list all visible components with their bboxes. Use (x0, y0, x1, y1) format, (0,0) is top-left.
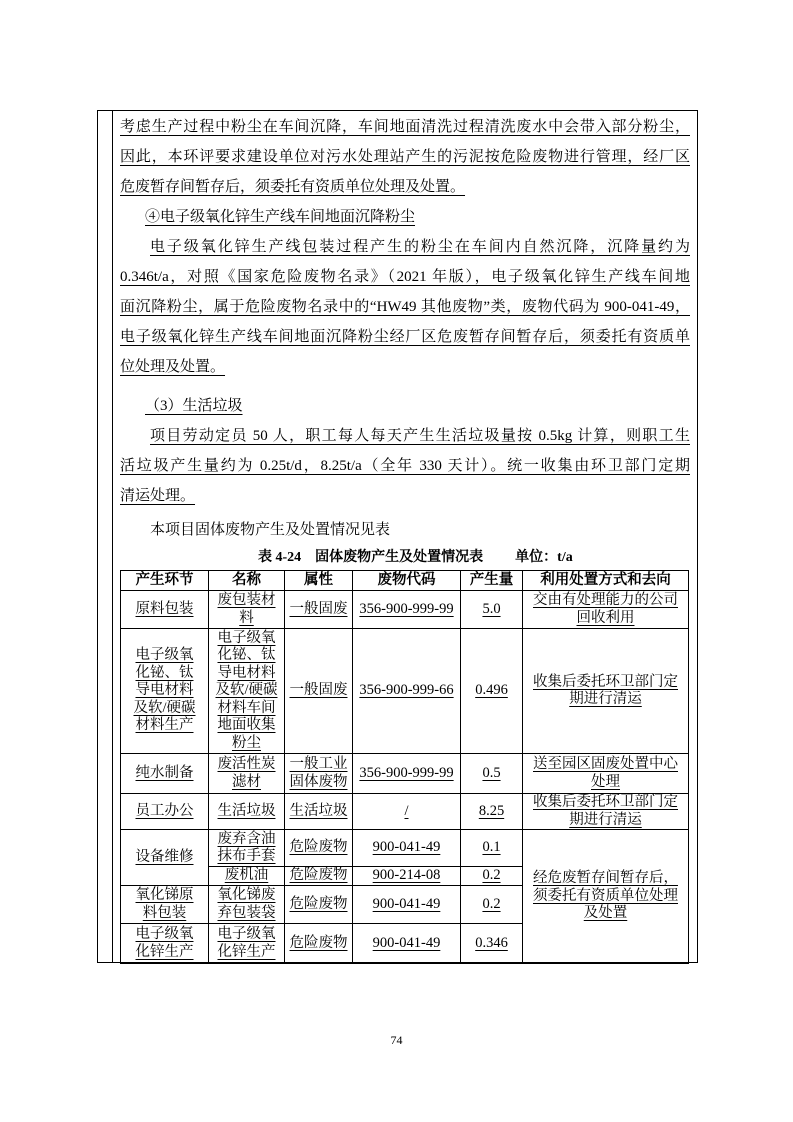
text-line: 0.346t/a，对照《国家危险废物名录》（2021 年版），电子级氧化锌生产线车间地 (120, 269, 690, 285)
cell-name: 废包装材料 (209, 591, 285, 629)
table-row (121, 629, 689, 754)
table-header-row (121, 571, 689, 591)
table-intro-line: 本项目固体废物产生及处置情况见表 (150, 522, 391, 538)
cell-name: 废活性炭滤材 (209, 754, 285, 794)
text-line: 因此，本环评要求建设单位对污水处理站产生的污泥按危险废物进行管理，经厂区 (120, 149, 690, 165)
cell-name: 电子级氧化锌生产 (209, 924, 285, 964)
cell-name: 废弃含油抹布手套 (209, 830, 285, 867)
cell-attribute: 危险废物 (285, 867, 353, 886)
cell-attribute: 一般工业固体废物 (285, 754, 353, 794)
subheading-ground-dust: ④电子级氧化锌生产线车间地面沉降粉尘 (145, 209, 416, 225)
cell-name: 电子级氧化铋、钛导电材料及软/硬碳材料车间地面收集粉尘 (209, 629, 285, 754)
cell-disposal: 经危废暂存间暂存后，须委托有资质单位处理及处置 (523, 830, 689, 964)
cell-code: 900-214-08 (353, 867, 461, 886)
header-amount: 产生量 (461, 571, 523, 591)
page-number: 74 (390, 1033, 403, 1047)
cell-attribute: 危险废物 (285, 830, 353, 867)
text-line: 清运处理。 (120, 488, 196, 504)
cell-stage: 氧化锑原料包装 (121, 886, 209, 924)
cell-code: 356-900-999-66 (353, 629, 461, 754)
cell-disposal: 收集后委托环卫部门定期进行清运 (523, 794, 689, 830)
text-line: 位处理及处置。 (120, 359, 226, 375)
frame-left-column-divider (112, 111, 113, 962)
cell-amount: 8.25 (461, 794, 523, 830)
cell-code: 900-041-49 (353, 886, 461, 924)
table-row (121, 591, 689, 629)
cell-stage: 原料包装 (121, 591, 209, 629)
cell-name: 氧化锑废弃包装袋 (209, 886, 285, 924)
cell-amount: 0.5 (461, 754, 523, 794)
cell-attribute: 生活垃圾 (285, 794, 353, 830)
table-title: 固体废物产生及处置情况表 (315, 550, 484, 565)
subheading-domestic-waste: （3）生活垃圾 (145, 398, 243, 414)
cell-amount: 0.2 (461, 886, 523, 924)
cell-code: / (353, 794, 461, 830)
header-attribute: 属性 (285, 571, 353, 591)
cell-name: 废机油 (209, 867, 285, 886)
header-code: 废物代码 (353, 571, 461, 591)
cell-amount: 0.1 (461, 830, 523, 867)
text-line: 考虑生产过程中粉尘在车间沉降，车间地面清洗过程清洗废水中会带入部分粉尘， (120, 119, 690, 135)
cell-code: 900-041-49 (353, 924, 461, 964)
cell-amount: 0.2 (461, 867, 523, 886)
text-line: 危废暂存间暂存后，须委托有资质单位处理及处置。 (120, 179, 466, 195)
cell-code: 356-900-999-99 (353, 754, 461, 794)
cell-attribute: 危险废物 (285, 886, 353, 924)
cell-attribute: 危险废物 (285, 924, 353, 964)
header-disposal: 利用处置方式和去向 (523, 571, 689, 591)
cell-stage: 纯水制备 (121, 754, 209, 794)
cell-attribute: 一般固废 (285, 591, 353, 629)
text-line: 电子级氧化锌生产线车间地面沉降粉尘经厂区危废暂存间暂存后，须委托有资质单 (120, 329, 690, 345)
cell-stage: 设备维修 (121, 830, 209, 886)
table-row (121, 794, 689, 830)
table-caption (258, 549, 573, 567)
header-stage: 产生环节 (121, 571, 209, 591)
cell-amount: 0.496 (461, 629, 523, 754)
cell-amount: 0.346 (461, 924, 523, 964)
table-number: 表 4-24 (258, 550, 302, 565)
cell-attribute: 一般固废 (285, 629, 353, 754)
table-row (121, 830, 689, 867)
cell-stage: 电子级氧化锌生产 (121, 924, 209, 964)
text-line: 项目劳动定员 50 人，职工每人每天产生生活垃圾量按 0.5kg 计算，则职工生 (150, 428, 690, 444)
cell-disposal: 交由有处理能力的公司回收利用 (523, 591, 689, 629)
table-row (121, 754, 689, 794)
cell-stage: 员工办公 (121, 794, 209, 830)
cell-amount: 5.0 (461, 591, 523, 629)
cell-name: 生活垃圾 (209, 794, 285, 830)
cell-code: 356-900-999-99 (353, 591, 461, 629)
table-unit: 单位：t/a (515, 550, 573, 565)
cell-code: 900-041-49 (353, 830, 461, 867)
text-line: 活垃圾产生量约为 0.25t/d，8.25t/a（全年 330 天计）。统一收集由环卫部门定期 (120, 458, 690, 474)
text-line: 电子级氧化锌生产线包装过程产生的粉尘在车间内自然沉降，沉降量约为 (150, 239, 690, 255)
header-name: 名称 (209, 571, 285, 591)
text-line: 面沉降粉尘，属于危险废物名录中的“HW49 其他废物”类，废物代码为 900-041-49， (120, 299, 690, 315)
solid-waste-table (120, 570, 689, 964)
cell-disposal: 收集后委托环卫部门定期进行清运 (523, 629, 689, 754)
cell-stage: 电子级氧化铋、钛导电材料及软/硬碳材料生产 (121, 629, 209, 754)
body-text (120, 112, 690, 545)
cell-disposal: 送至园区固废处置中心处理 (523, 754, 689, 794)
